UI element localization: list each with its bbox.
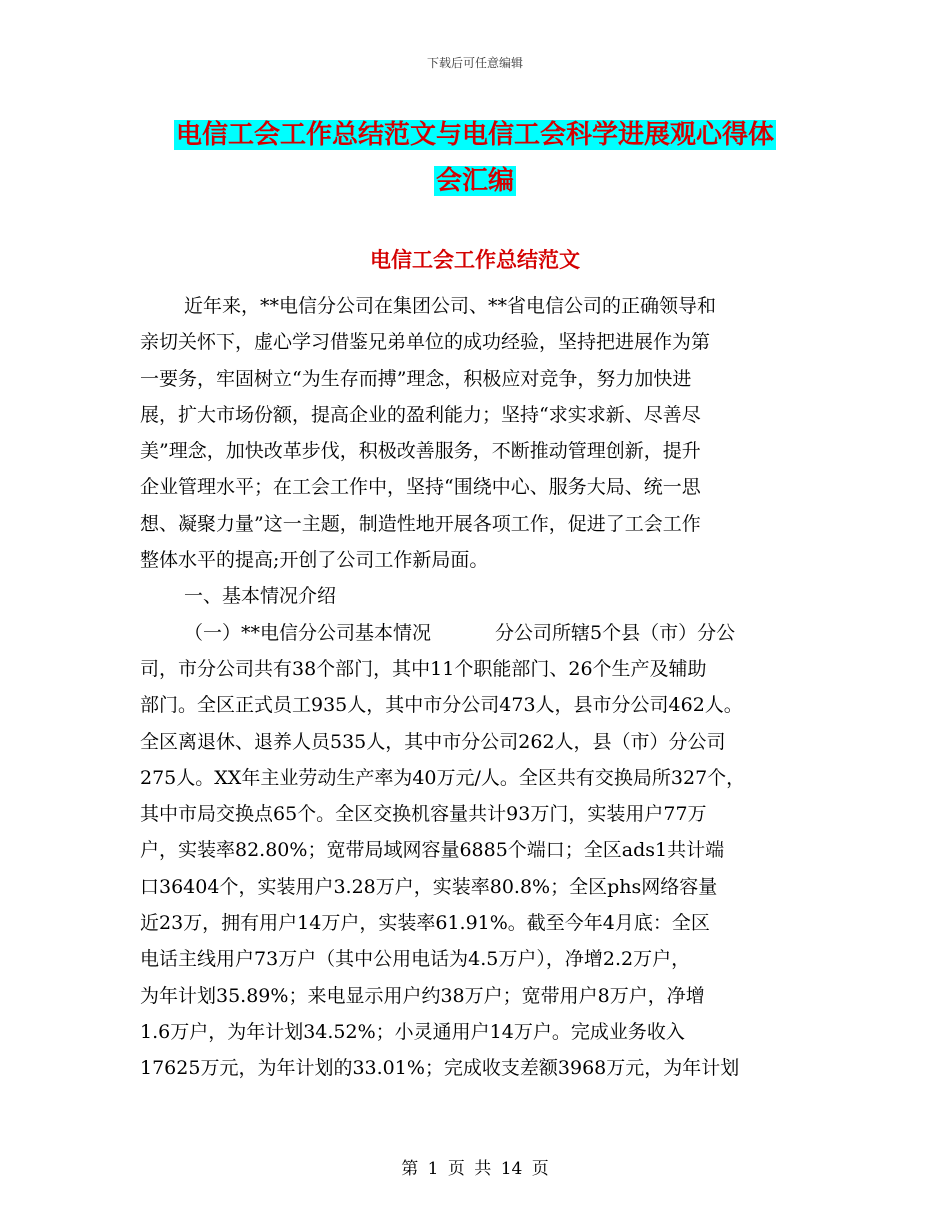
section-title: 电信工会工作总结范文 <box>370 247 580 272</box>
body-line: 一要务，牢固树立“为生存而搏”理念，积极应对竞争，努力加快进 <box>140 367 692 390</box>
body-line <box>140 615 820 651</box>
body-line: 电话主线用户73万户（其中公用电话为4.5万户），净增2.2万户， <box>140 948 691 971</box>
body-line: 想、凝聚力量”这一主题，制造性地开展各项工作，促进了工会工作 <box>140 512 701 535</box>
body-line: 户，实装率82.80%；宽带局域网容量6885个端口；全区ads1共计端 <box>140 839 725 862</box>
title-line-2: 会汇编 <box>435 166 514 196</box>
page-footer: 第 1 页 共 14 页 <box>401 1159 549 1179</box>
body-line: 其中市局交换点65个。全区交换机容量共计93万门，实装用户77万 <box>140 803 707 826</box>
document-title <box>0 112 950 204</box>
body-text <box>140 288 820 1087</box>
body-line: 17625万元，为年计划的33.01%；完成收支差额3968万元，为年计划 <box>140 1057 740 1080</box>
body-line: 美”理念，加快改革步伐，积极改善服务，不断推动管理创新，提升 <box>140 440 701 463</box>
body-line: 为年计划35.89%；来电显示用户约38万户；宽带用户8万户，净增 <box>140 984 705 1007</box>
body-line: 整体水平的提高;开创了公司工作新局面。 <box>140 549 489 572</box>
header-note: 下载后可任意编辑 <box>426 56 523 70</box>
subheading-company-info: （一）**电信分公司基本情况 <box>184 621 432 644</box>
body-line: 全区离退休、退养人员535人，其中市分公司262人，县（市）分公司 <box>140 730 726 753</box>
body-line-tail: 分公司所辖5个县（市）分公 <box>495 621 736 644</box>
body-line: 亲切关怀下，虚心学习借鉴兄弟单位的成功经验，坚持把进展作为第 <box>140 331 711 354</box>
body-line: 企业管理水平；在工会工作中，坚持“围绕中心、服务大局、统一思 <box>140 476 701 499</box>
body-line: 275人。XX年主业劳动生产率为40万元/人。全区共有交换局所327个， <box>140 766 746 789</box>
body-line: 近23万，拥有用户14万户，实装率61.91%。截至今年4月底：全区 <box>140 912 710 935</box>
body-line: 1.6万户，为年计划34.52%；小灵通用户14万户。完成业务收入 <box>140 1020 685 1043</box>
subheading-basic-info: 一、基本情况介绍 <box>184 585 337 608</box>
body-line: 司，市分公司共有38个部门，其中11个职能部门、26个生产及辅助 <box>140 657 707 680</box>
body-line: 近年来，**电信分公司在集团公司、**省电信公司的正确领导和 <box>184 295 717 317</box>
title-line-1: 电信工会工作总结范文与电信工会科学进展观心得体 <box>175 120 774 150</box>
body-line: 口36404个，实装用户3.28万户，实装率80.8%；全区phs网络容量 <box>140 875 718 898</box>
body-line: 部门。全区正式员工935人，其中市分公司473人，县市分公司462人。 <box>140 694 743 717</box>
body-line: 展，扩大市场份额，提高企业的盈利能力；坚持“求实求新、尽善尽 <box>140 403 701 426</box>
